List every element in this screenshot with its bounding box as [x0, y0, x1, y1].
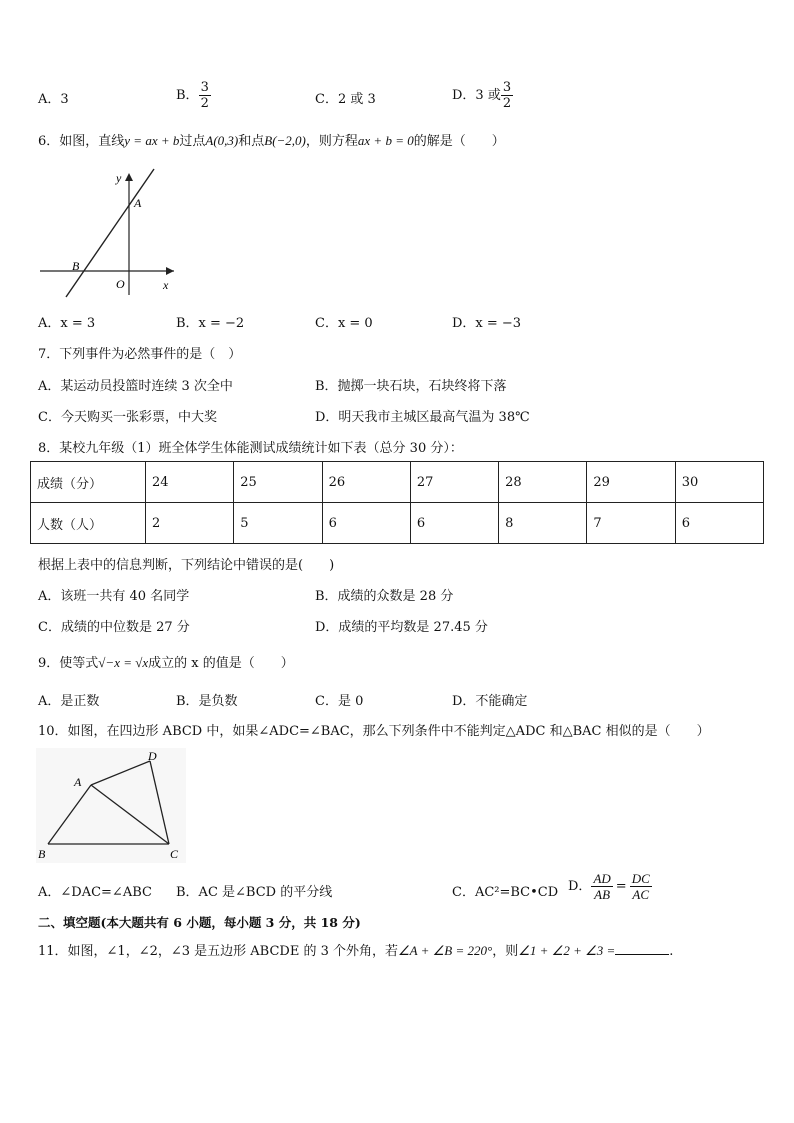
q11-condition: ∠A + ∠B = 220°: [398, 943, 493, 958]
q6-option-c[interactable]: C．x = 0: [315, 316, 373, 331]
q8-question: 根据上表中的信息判断，下列结论中错误的是( ): [38, 558, 335, 573]
q6-label-x: x: [163, 278, 169, 292]
q11-stem: [38, 940, 673, 959]
q9-option-b[interactable]: B．是负数: [176, 694, 238, 709]
q10-option-d[interactable]: [568, 871, 652, 902]
q6-label-y: y: [116, 171, 122, 185]
q6-stem-post: 的解是（ ）: [413, 134, 505, 149]
q6-equation2: ax + b = 0: [357, 133, 414, 148]
q9-option-a[interactable]: A．是正数: [38, 694, 100, 709]
q5-option-d-label: D．3 或: [452, 88, 501, 103]
q7-option-b[interactable]: B．抛掷一块石块，石块终将下落: [315, 379, 507, 394]
q9-stem: [38, 652, 294, 671]
q11-answer-blank[interactable]: [615, 942, 669, 955]
q7-option-c[interactable]: C．今天购买一张彩票，中大奖: [38, 410, 217, 425]
q6-line: [66, 169, 154, 297]
table-cell: 30: [675, 462, 763, 503]
q9-expression: √−x = √x: [98, 655, 149, 670]
table-cell: 6: [410, 503, 498, 544]
q7-stem: 7．下列事件为必然事件的是（ ）: [38, 347, 242, 362]
q10-option-d-label: D．: [568, 879, 592, 894]
q10-equals: =: [615, 879, 627, 894]
q6-label-o: O: [116, 277, 125, 291]
q10-frac2-den: AC: [632, 887, 650, 902]
q9-stem-pre: 9．使等式: [38, 656, 99, 671]
q10-frac1-den: AB: [594, 887, 611, 902]
q8-option-b[interactable]: B．成绩的众数是 28 分: [315, 589, 454, 604]
q11-end: .: [669, 944, 674, 959]
table-cell: 6: [675, 503, 763, 544]
q10-option-a[interactable]: A．∠DAC=∠ABC: [38, 885, 152, 900]
table-row: [31, 462, 764, 503]
q8-stem: 8．某校九年级（1）班全体学生体能测试成绩统计如下表（总分 30 分）：: [38, 441, 463, 456]
q10-label-d: D: [148, 749, 157, 763]
q5-frac-num-d: 3: [502, 80, 512, 95]
q11-stem-mid: ，则: [492, 944, 519, 959]
q5-fraction-b: [199, 80, 211, 111]
q10-stem: 10．如图，在四边形 ABCD 中，如果∠ADC=∠BAC，那么下列条件中不能判定△ADC 和△BAC 相似的是（ ）: [38, 724, 710, 739]
table-cell: 2: [146, 503, 234, 544]
q10-frac2-num: DC: [631, 871, 650, 886]
q5-frac-num: 3: [200, 80, 209, 95]
q6-option-a[interactable]: A．x = 3: [38, 316, 96, 331]
q10-fraction-1: [591, 871, 612, 902]
table-row: [31, 503, 764, 544]
q9-stem-post: 成立的 x 的值是（ ）: [148, 656, 294, 671]
table-cell: 25: [234, 462, 322, 503]
q6-option-d[interactable]: D．x = −3: [452, 316, 522, 331]
q10-frac1-num: AD: [593, 871, 611, 886]
q10-label-c: C: [170, 847, 179, 861]
q5-option-b-label: B．: [176, 88, 199, 103]
q6-point-b: B(−2,0): [264, 133, 306, 148]
q8-score-table: [30, 461, 764, 544]
q5-option-a[interactable]: A．3: [38, 92, 69, 107]
q6-graph-figure: [36, 165, 186, 300]
table-cell: 24: [146, 462, 234, 503]
q6-stem-mid3: ，则方程: [305, 134, 358, 149]
q10-option-c[interactable]: C．AC²=BC•CD: [452, 885, 559, 900]
q6-y-arrow: [125, 173, 133, 181]
q6-stem-mid1: 过点: [179, 134, 206, 149]
q5-fraction-d: [501, 80, 513, 111]
q8-option-a[interactable]: A．该班一共有 40 名同学: [38, 589, 190, 604]
q10-figure-background: [36, 748, 186, 863]
table-cell: 8: [499, 503, 587, 544]
q11-expression: ∠1 + ∠2 + ∠3 =: [518, 943, 616, 958]
q9-option-d[interactable]: D．不能确定: [452, 694, 528, 709]
table-cell: 26: [322, 462, 410, 503]
q6-label-b: B: [72, 259, 80, 273]
table-cell: 6: [322, 503, 410, 544]
q6-point-a: A(0,3): [205, 133, 239, 148]
q6-option-b[interactable]: B．x = −2: [176, 316, 245, 331]
q10-option-b[interactable]: B．AC 是∠BCD 的平分线: [176, 885, 333, 900]
q5-option-c[interactable]: C．2 或 3: [315, 92, 376, 107]
table-cell: 5: [234, 503, 322, 544]
q6-x-arrow: [166, 267, 174, 275]
q7-option-d[interactable]: D．明天我市主城区最高气温为 38℃: [315, 410, 530, 425]
q8-option-c[interactable]: C．成绩的中位数是 27 分: [38, 620, 190, 635]
q5-frac-den: 2: [200, 96, 209, 111]
q10-label-b: B: [38, 847, 46, 861]
table-cell: 7: [587, 503, 675, 544]
q10-label-a: A: [74, 775, 82, 789]
q11-stem-pre: 11．如图，∠1，∠2，∠3 是五边形 ABCDE 的 3 个外角，若: [38, 944, 399, 959]
table-cell: 29: [587, 462, 675, 503]
q5-frac-den-d: 2: [502, 96, 512, 111]
q10-fraction-2: [630, 871, 652, 902]
q8-row1-label: 成绩（分）: [31, 462, 146, 503]
q5-option-d[interactable]: [452, 80, 513, 111]
section-2-title: 二、填空题(本大题共有 6 小题，每小题 3 分，共 18 分): [38, 915, 361, 930]
table-cell: 28: [499, 462, 587, 503]
q6-stem-mid2: 和点: [238, 134, 265, 149]
q5-option-b[interactable]: [176, 80, 211, 111]
table-cell: 27: [410, 462, 498, 503]
q6-equation: y = ax + b: [124, 133, 180, 148]
q8-row2-label: 人数（人）: [31, 503, 146, 544]
q8-option-d[interactable]: D．成绩的平均数是 27.45 分: [315, 620, 488, 635]
q9-option-c[interactable]: C．是 0: [315, 694, 364, 709]
q6-stem: [38, 130, 505, 149]
q6-stem-pre: 6．如图，直线: [38, 134, 125, 149]
q6-label-a: A: [134, 196, 142, 210]
q10-quadrilateral-figure: [36, 748, 186, 863]
q7-option-a[interactable]: A．某运动员投篮时连续 3 次全中: [38, 379, 233, 394]
